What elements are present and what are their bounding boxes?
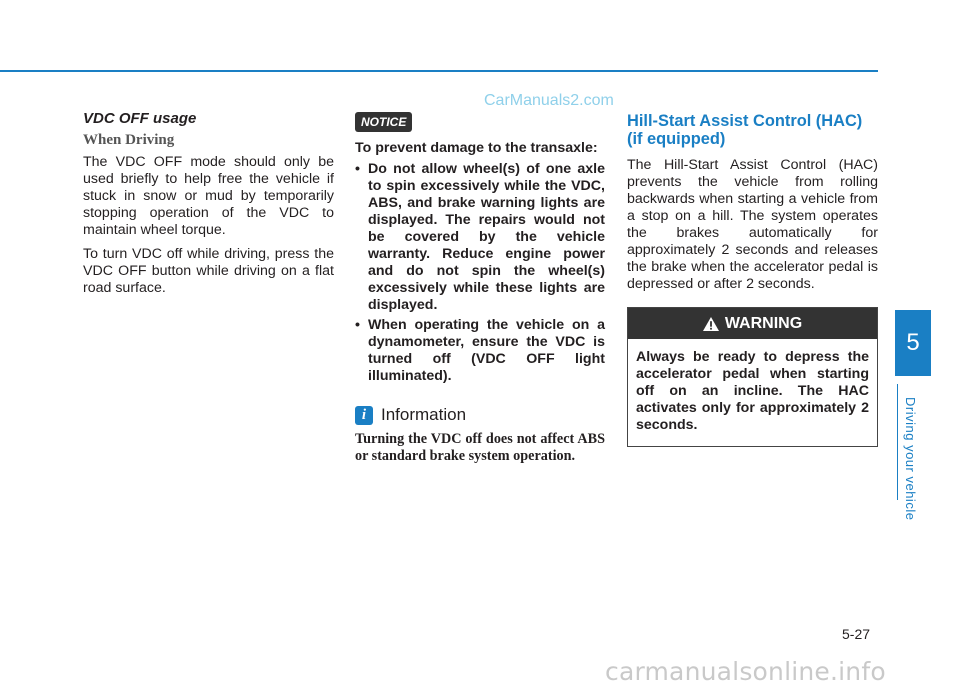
watermark-bottom: carmanualsonline.info — [605, 657, 886, 686]
warning-triangle-icon — [703, 317, 719, 331]
information-text: Turning the VDC off does not affect ABS or standard brake system operation. — [355, 431, 605, 464]
information-icon: i — [355, 406, 373, 425]
information-header — [355, 405, 605, 425]
information-title: Information — [381, 405, 467, 424]
notice-bullet-1: • Do not allow wheel(s) of one axle to spin excessively while the VDC, ABS, and brake warning lights are displayed. The repairs would not be covered by the vehicle warranty. Reduce engine power and do not spin the wheel(s) excessively while these lights are displayed. — [355, 161, 605, 314]
column-left — [83, 110, 334, 304]
page-number: 5-27 — [842, 626, 871, 642]
subheading-when-driving: When Driving — [83, 132, 175, 148]
chapter-title: Driving your vehicle — [903, 397, 918, 521]
notice-intro: To prevent damage to the transaxle: — [355, 140, 598, 156]
column-right — [627, 110, 878, 447]
notice-bullet-2: • When operating the vehicle on a dynamometer, ensure the VDC is turned off (VDC OFF light illuminated). — [355, 317, 605, 385]
paragraph-hac: The Hill-Start Assist Control (HAC) prevents the vehicle from rolling backwards when starting a vehicle from a stop on a hill. The system operates the brakes automatically for approximately 2 seconds and releases the brake when the accelerator pedal is depressed or after 2 seconds. — [627, 157, 878, 292]
warning-text: Always be ready to depress the accelerator pedal when starting off on an incline. The HAC activates only for approximately 2 seconds. — [636, 349, 869, 433]
chapter-side-line — [897, 384, 898, 500]
top-rule — [0, 70, 878, 72]
paragraph-turn-vdc-off: To turn VDC off while driving, press the VDC OFF button while driving on a flat road surface. — [83, 246, 334, 296]
section-heading-vdc-off: VDC OFF usage — [83, 110, 197, 127]
column-middle — [355, 110, 605, 465]
paragraph-vdc-off-mode: The VDC OFF mode should only be used briefly to help free the vehicle if stuck in snow or mud by temporarily stopping operation of the VDC to maintain wheel torque. — [83, 154, 334, 238]
warning-label: WARNING — [724, 314, 803, 332]
warning-box — [627, 307, 878, 447]
warning-header — [628, 308, 877, 339]
section-heading-hac: Hill-Start Assist Control (HAC) (if equipped) — [627, 112, 863, 148]
notice-badge: NOTICE — [355, 112, 412, 132]
notice-bullet-list — [355, 161, 605, 385]
watermark-top: CarManuals2.com — [484, 92, 614, 109]
chapter-tab: 5 — [895, 310, 931, 376]
